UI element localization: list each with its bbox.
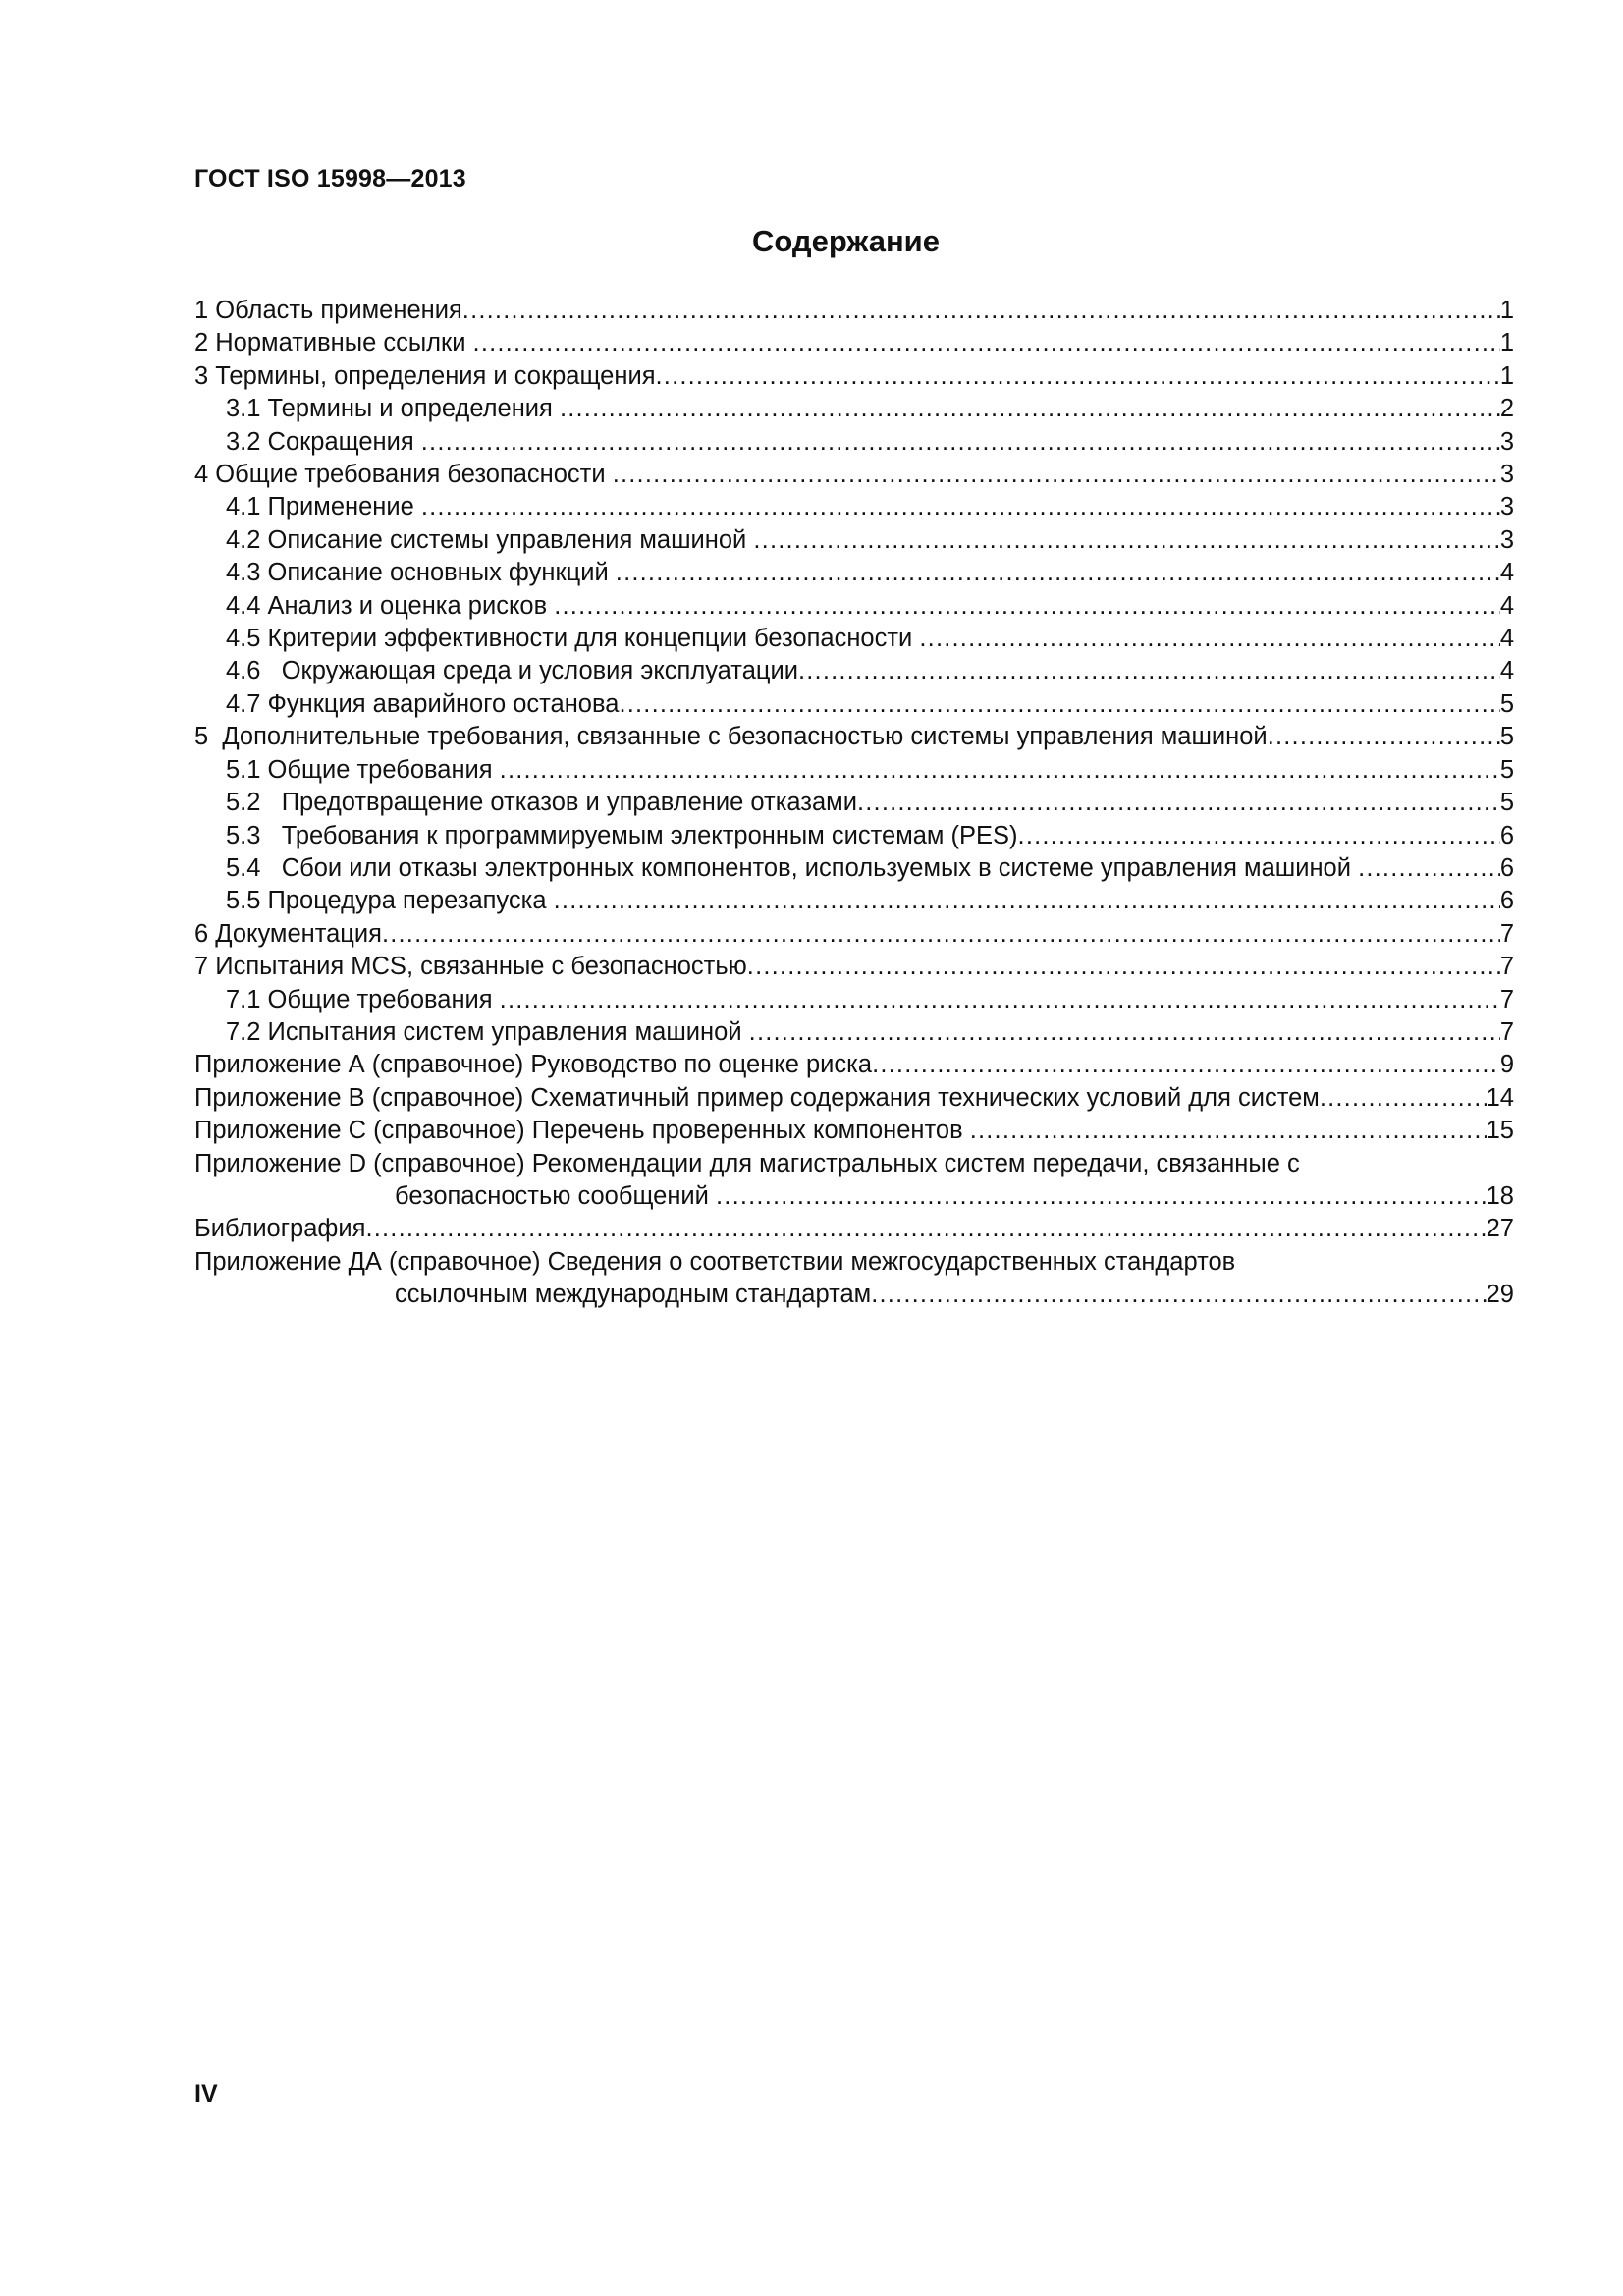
toc-entry-label: Приложение В (справочное) Схематичный пример содержания технических условий для систем [194,1083,1320,1112]
toc-entry[interactable] [194,787,1514,819]
toc-entry[interactable] [194,820,1514,852]
toc-dot-leader [421,426,1500,459]
toc-entry-page: 4 [1499,657,1514,685]
toc-entry[interactable] [194,688,1514,721]
toc-entry-label: 4.2 Описание системы управления машиной [226,525,754,554]
toc-dot-leader [749,1016,1500,1049]
toc-entry-label: 6 Документация [194,919,382,948]
toc-entry-page: 3 [1499,525,1514,554]
toc-entry-page: 4 [1499,625,1514,653]
toc-entry-page: 5 [1499,755,1514,784]
toc-dot-leader [554,885,1500,917]
toc-entry[interactable] [194,393,1514,425]
toc-entry-page: 15 [1486,1117,1514,1145]
toc-entry-label: 5.3 Требования к программируемым электронным системам (PES) [226,821,1018,849]
toc-entry-page: 7 [1499,985,1514,1013]
toc-dot-leader [613,459,1500,491]
toc-entry[interactable] [194,1082,1514,1115]
toc-dot-leader [656,360,1500,393]
toc-dot-leader [1018,820,1500,852]
toc-entry-label: 5 Дополнительные требования, связанные с безопасностью системы управления машиной [194,723,1268,751]
page-title: Содержание [752,224,940,258]
toc-entry[interactable] [194,623,1514,655]
toc-entry-page: 6 [1499,853,1514,882]
toc-entry-label: 3.2 Сокращения [226,427,421,456]
toc-entry[interactable] [194,951,1514,983]
toc-entry-page: 27 [1486,1215,1514,1243]
toc-entry[interactable] [194,1049,1514,1081]
toc-dot-leader [1358,852,1500,885]
toc-entry[interactable] [194,426,1514,459]
toc-dot-leader [554,590,1500,623]
toc-entry[interactable] [194,1213,1514,1245]
toc-entry-page: 5 [1499,723,1514,751]
toc-entry[interactable] [194,754,1514,787]
toc-entry-label: 5.4 Сбои или отказы электронных компонентов, используемых в системе управления машиной [226,853,1359,882]
toc-entry-page: 6 [1499,821,1514,849]
toc-dot-leader [1268,721,1500,753]
toc-entry-page: 1 [1499,329,1514,357]
toc-entry-label: 1 Область применения [194,297,462,324]
document-header: ГОСТ ISO 15998—2013 [194,165,466,192]
toc-entry-label: 4.5 Критерии эффективности для концепции безопасности [226,625,920,653]
toc-entry-label: 2 Нормативные ссылки [194,329,473,357]
toc-entry-page: 29 [1486,1281,1514,1309]
toc-entry-label: Приложение С (справочное) Перечень проверенных компонентов [194,1117,970,1145]
toc-entry-label: безопасностью сообщений [395,1181,716,1210]
toc-entry[interactable] [194,1180,1514,1213]
toc-entry[interactable] [194,852,1514,885]
toc-dot-leader [382,918,1500,951]
toc-entry-page: 2 [1499,395,1514,423]
toc-entry-label: 5.5 Процедура перезапуска [226,887,554,915]
toc-entry[interactable] [194,721,1514,753]
toc-entry-page: 7 [1499,953,1514,981]
toc-entry[interactable] [194,590,1514,623]
toc-dot-leader [798,655,1500,687]
toc-entry[interactable] [194,327,1514,359]
toc-entry-first-line: Приложение ДА (справочное) Сведения о соответствии межгосударственных стандартов [194,1247,1236,1276]
toc-entry[interactable] [194,459,1514,491]
toc-entry[interactable] [194,918,1514,951]
toc-entry-label: 5.2 Предотвращение отказов и управление отказами [226,789,857,817]
toc-entry-label: Библиография [194,1215,366,1243]
toc-entry-first-line: Приложение D (справочное) Рекомендации для магистральных систем передачи, связанные с [194,1149,1300,1177]
toc-dot-leader [970,1115,1487,1147]
toc-dot-leader [500,984,1500,1016]
toc-entry-page: 4 [1499,559,1514,587]
toc-dot-leader [421,491,1500,523]
toc-entry[interactable] [194,984,1514,1016]
toc-entry[interactable] [194,557,1514,589]
toc-entry-label: 4.6 Окружающая среда и условия эксплуатации [226,657,798,685]
toc-entry-page: 3 [1499,427,1514,456]
toc-entry-page: 14 [1486,1083,1514,1112]
toc-entry[interactable] [194,885,1514,917]
toc-entry-label: 4.3 Описание основных функций [226,559,616,587]
toc-dot-leader [616,557,1500,589]
toc-dot-leader [1320,1082,1487,1115]
toc-entry-label: ссылочным международным стандартам [395,1281,872,1309]
toc-entry[interactable] [194,1016,1514,1049]
toc-dot-leader [462,295,1500,327]
toc-entry-label: 7 Испытания MCS, связанные с безопасностью [194,953,747,981]
toc-entry-page: 9 [1499,1051,1514,1079]
toc-entry-label: 5.1 Общие требования [226,755,500,784]
toc-dot-leader [747,951,1500,983]
toc-entry-page: 18 [1486,1181,1514,1210]
toc-entry-page: 3 [1499,493,1514,521]
toc-entry[interactable] [194,360,1514,393]
toc-dot-leader [560,393,1500,425]
toc-dot-leader [500,754,1500,787]
toc-dot-leader [919,623,1499,655]
toc-dot-leader [716,1180,1487,1213]
toc-entry-label: Приложение А (справочное) Руководство по оценке риска [194,1051,873,1079]
toc-entry-page: 4 [1499,591,1514,620]
toc-entry-page: 7 [1499,919,1514,948]
toc-entry-label: 7.2 Испытания систем управления машиной [226,1017,749,1046]
table-of-contents [194,295,1514,1312]
toc-entry-page: 1 [1499,297,1514,324]
toc-dot-leader [619,688,1499,721]
toc-dot-leader [473,327,1500,359]
toc-entry[interactable] [194,491,1514,523]
toc-entry[interactable] [194,1115,1514,1147]
toc-entry-page: 1 [1499,361,1514,390]
toc-dot-leader [857,787,1500,819]
toc-entry-label: 7.1 Общие требования [226,985,500,1013]
toc-entry-page: 3 [1499,461,1514,489]
toc-entry-label: 3 Термины, определения и сокращения [194,361,656,390]
toc-dot-leader [753,524,1499,557]
toc-entry-page: 7 [1499,1017,1514,1046]
toc-entry-label: 4.7 Функция аварийного останова [226,689,620,718]
toc-entry[interactable] [194,655,1514,687]
toc-entry-label: 4 Общие требования безопасности [194,461,613,489]
toc-entry-label: 3.1 Термины и определения [226,395,560,423]
toc-dot-leader [872,1049,1500,1081]
toc-entry[interactable] [194,524,1514,557]
toc-entry[interactable] [194,295,1514,327]
toc-entry-label: 4.4 Анализ и оценка рисков [226,591,555,620]
toc-entry-label: 4.1 Применение [226,493,421,521]
toc-entry[interactable] [194,1279,1514,1311]
page-number-roman: IV [194,2080,218,2107]
toc-dot-leader [871,1279,1486,1311]
toc-entry-page: 5 [1499,689,1514,718]
toc-entry-page: 6 [1499,887,1514,915]
toc-entry-page: 5 [1499,789,1514,817]
toc-dot-leader [365,1213,1486,1245]
